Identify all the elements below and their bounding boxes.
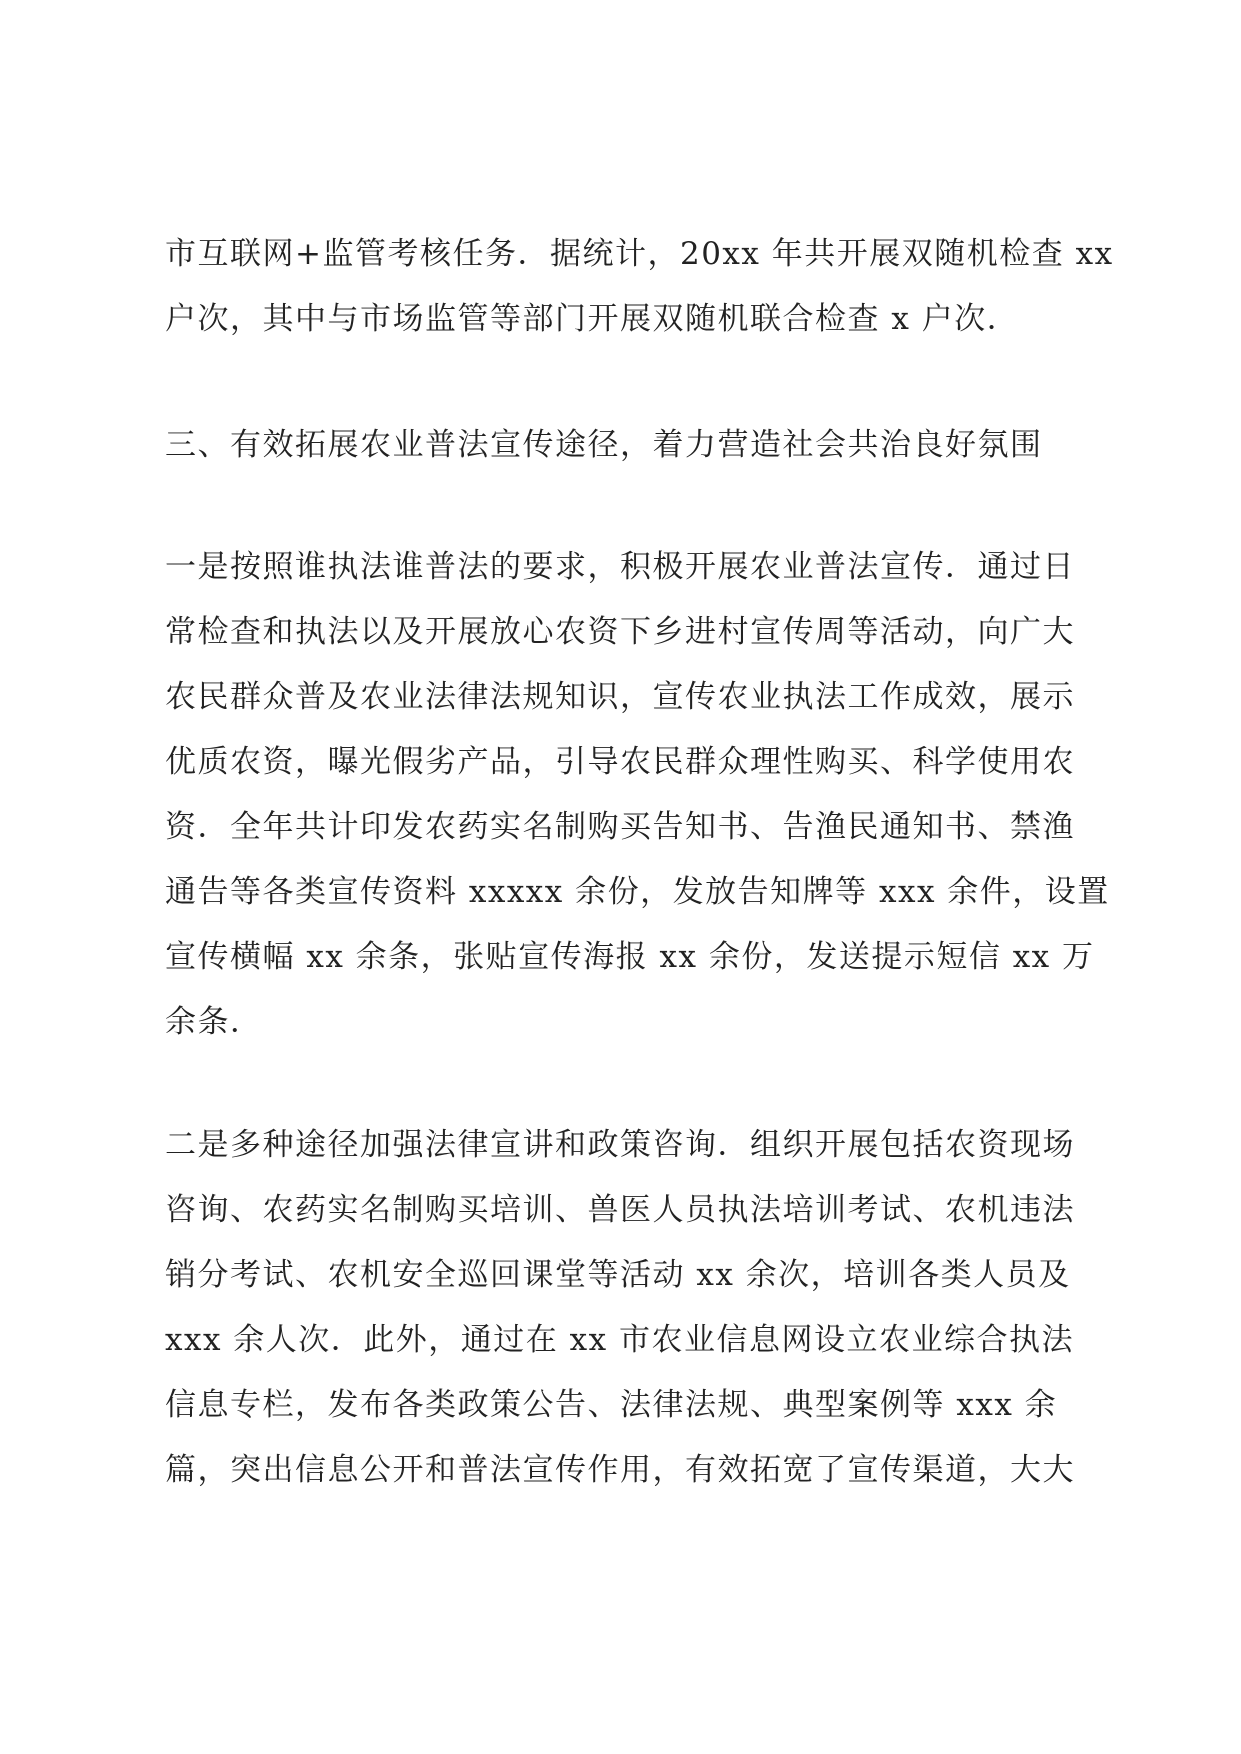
- section-heading: 三、有效拓展农业普法宣传途径，着力营造社会共治良好氛围: [165, 427, 1043, 463]
- text-line: 咨询、农药实名制购买培训、兽医人员执法培训考试、农机违法: [165, 1192, 1075, 1228]
- text-line: 余条．: [165, 1004, 263, 1040]
- text-line: 宣传横幅 xx 余条，张贴宣传海报 xx 余份，发送提示短信 xx 万: [165, 939, 1095, 975]
- text-line: 农民群众普及农业法律法规知识，宣传农业执法工作成效，展示: [165, 679, 1075, 715]
- text-line: 一是按照谁执法谁普法的要求，积极开展农业普法宣传．通过日: [165, 549, 1075, 585]
- text-line: 二是多种途径加强法律宣讲和政策咨询．组织开展包括农资现场: [165, 1127, 1075, 1163]
- text-line: 资．全年共计印发农药实名制购买告知书、告渔民通知书、禁渔: [165, 809, 1075, 845]
- text-line: 户次，其中与市场监管等部门开展双随机联合检查 x 户次．: [165, 301, 1020, 337]
- text-line: xxx 余人次．此外，通过在 xx 市农业信息网设立农业综合执法: [165, 1322, 1074, 1358]
- text-line: 销分考试、农机安全巡回课堂等活动 xx 余次，培训各类人员及: [165, 1257, 1071, 1293]
- text-line: 优质农资，曝光假劣产品，引导农民群众理性购买、科学使用农: [165, 744, 1075, 780]
- text-line: 篇，突出信息公开和普法宣传作用，有效拓宽了宣传渠道，大大: [165, 1452, 1075, 1488]
- text-line: 常检查和执法以及开展放心农资下乡进村宣传周等活动，向广大: [165, 614, 1075, 650]
- text-line: 信息专栏，发布各类政策公告、法律法规、典型案例等 xxx 余: [165, 1387, 1058, 1423]
- text-line: 市互联网+监管考核任务．据统计，20xx 年共开展双随机检查 xx: [165, 236, 1114, 272]
- text-line: 通告等各类宣传资料 xxxxx 余份，发放告知牌等 xxx 余件，设置: [165, 874, 1110, 910]
